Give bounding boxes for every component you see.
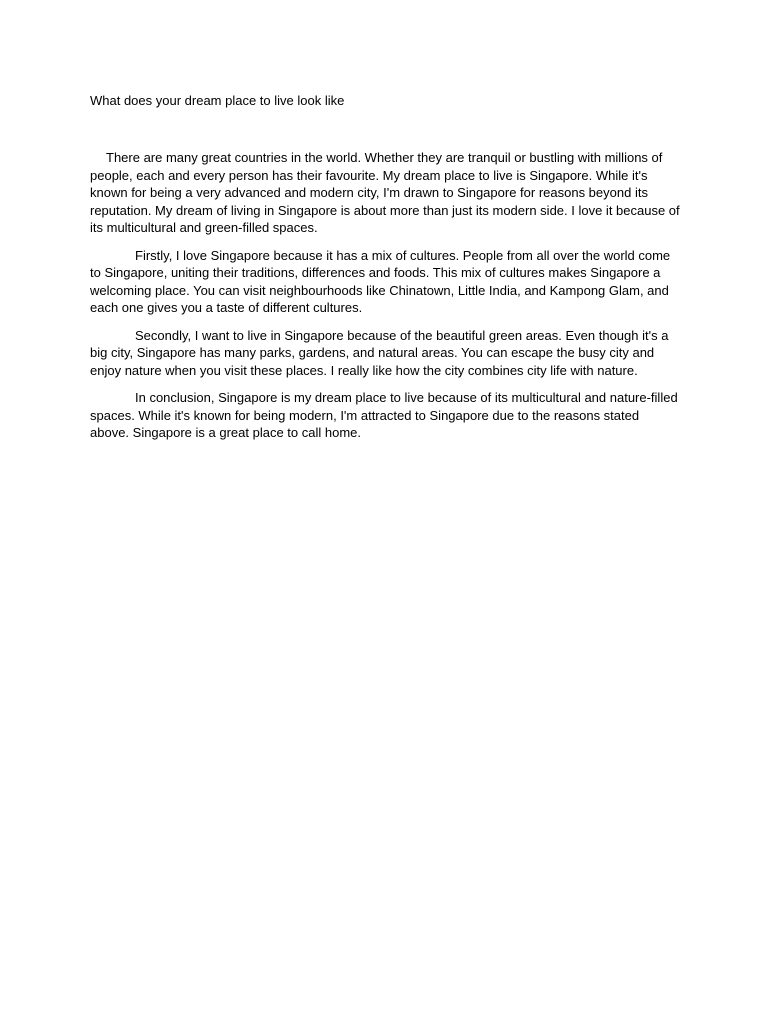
paragraph-introduction: There are many great countries in the world. Whether they are tranquil or bustling with millions of people, each and every person has their favourite. My dream place to live is Singapore. While it's known for being a very advanced and modern city, I'm drawn to Singapore for reasons beyond its reputation. My dream of living in Singapore is about more than just its modern side. I love it because of its multicultural and green-filled spaces.: [90, 150, 680, 235]
paragraph-conclusion: In conclusion, Singapore is my dream place to live because of its multicultural and nature-filled spaces. While it's known for being modern, I'm attracted to Singapore due to the reasons stated above. Singapore is a great place to call home.: [90, 390, 678, 440]
paragraph-cultures: Firstly, I love Singapore because it has a mix of cultures. People from all over the world come to Singapore, uniting their traditions, differences and foods. This mix of cultures makes Singapore a welcoming place. You can visit neighbourhoods like Chinatown, Little India, and Kampong Glam, and each one gives you a taste of different cultures.: [90, 247, 671, 315]
document-title: What does your dream place to live look like: [90, 93, 345, 108]
document-body: [90, 149, 680, 452]
paragraph-green-areas: Secondly, I want to live in Singapore because of the beautiful green areas. Even though it's a big city, Singapore has many parks, gardens, and natural areas. You can escape the busy city and enjoy nature when you visit these places. I really like how the city combines city life with nature.: [90, 327, 669, 378]
